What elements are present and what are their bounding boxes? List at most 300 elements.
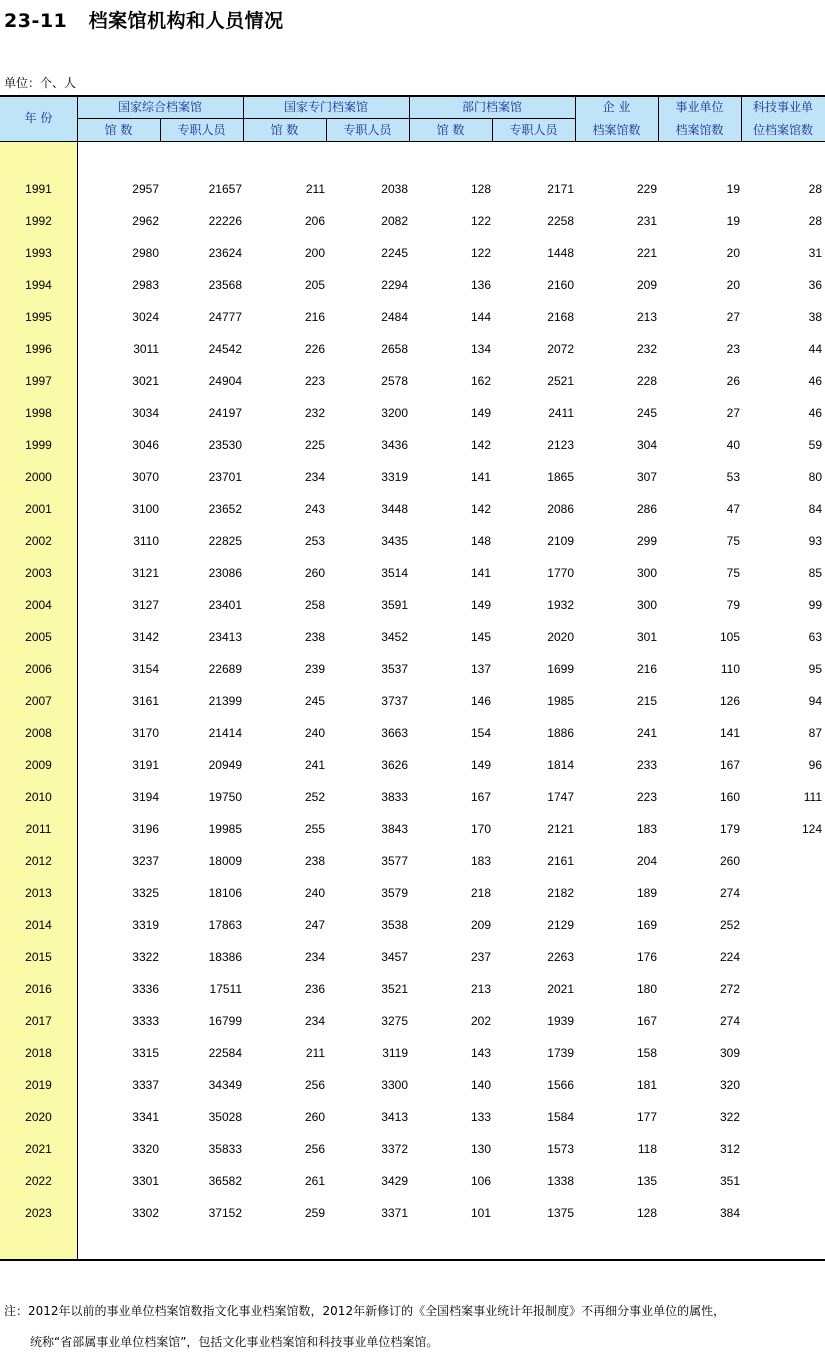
table-row [0, 558, 825, 590]
year-cell: 2003 [25, 566, 52, 580]
national-staff-cell: 24542 [208, 342, 242, 356]
national-staff-cell: 23701 [208, 470, 242, 484]
enterprise-count-cell: 135 [636, 1174, 657, 1188]
enterprise-count-cell: 304 [636, 438, 657, 452]
header-national-group: 国家综合档案馆 [117, 100, 202, 114]
national-staff-cell: 34349 [208, 1078, 242, 1092]
special-staff-cell: 3300 [381, 1078, 408, 1092]
year-cell: 1991 [25, 182, 52, 196]
national-count-cell: 3011 [133, 342, 159, 356]
dept-staff-cell: 1814 [547, 758, 574, 772]
national-staff-cell: 37152 [208, 1206, 242, 1220]
table-row [0, 622, 825, 654]
national-count-cell: 3196 [132, 822, 159, 836]
special-count-cell: 256 [304, 1142, 325, 1156]
enterprise-count-cell: 228 [636, 374, 657, 388]
institution-count-cell: 47 [726, 502, 740, 516]
special-count-cell: 205 [304, 278, 325, 292]
dept-count-cell: 237 [470, 950, 491, 964]
national-count-cell: 3337 [132, 1078, 159, 1092]
page-title: 23-11 档案馆机构和人员情况 [4, 10, 284, 32]
national-staff-cell: 18009 [208, 854, 242, 868]
national-count-cell: 2980 [132, 246, 159, 260]
special-staff-cell: 3275 [381, 1014, 408, 1028]
enterprise-count-cell: 204 [636, 854, 657, 868]
table-row [0, 366, 825, 398]
special-staff-cell: 3371 [381, 1206, 408, 1220]
institution-count-cell: 27 [726, 310, 740, 324]
tech-count-cell: 94 [808, 694, 822, 708]
institution-count-cell: 75 [726, 566, 740, 580]
enterprise-count-cell: 299 [636, 534, 657, 548]
national-staff-cell: 22689 [208, 662, 242, 676]
national-staff-cell: 35833 [208, 1142, 242, 1156]
enterprise-count-cell: 300 [636, 598, 657, 612]
institution-count-cell: 126 [719, 694, 740, 708]
year-cell: 2022 [25, 1174, 52, 1188]
tech-count-cell: 38 [808, 310, 822, 324]
dept-staff-cell: 1747 [547, 790, 574, 804]
enterprise-count-cell: 213 [636, 310, 657, 324]
dept-staff-cell: 1939 [547, 1014, 574, 1028]
dept-staff-cell: 2521 [547, 374, 574, 388]
institution-count-cell: 40 [726, 438, 740, 452]
enterprise-count-cell: 176 [636, 950, 657, 964]
institution-count-cell: 252 [719, 918, 740, 932]
header-year: 年 份 [24, 111, 53, 125]
tech-count-cell: 46 [808, 374, 822, 388]
year-cell: 1999 [25, 438, 52, 452]
special-count-cell: 256 [304, 1078, 325, 1092]
table-row [0, 1166, 825, 1198]
special-count-cell: 255 [304, 822, 325, 836]
table-row [0, 1198, 825, 1230]
enterprise-count-cell: 286 [636, 502, 657, 516]
enterprise-count-cell: 232 [636, 342, 657, 356]
tech-count-cell: 84 [808, 502, 822, 516]
dept-count-cell: 218 [470, 886, 491, 900]
special-staff-cell: 2578 [381, 374, 408, 388]
institution-count-cell: 312 [719, 1142, 740, 1156]
national-count-cell: 3070 [132, 470, 159, 484]
header-sub-staff: 专职人员 [343, 123, 392, 137]
national-staff-cell: 24197 [208, 406, 242, 420]
institution-count-cell: 322 [719, 1110, 740, 1124]
dept-staff-cell: 2109 [547, 534, 574, 548]
national-staff-cell: 19750 [208, 790, 242, 804]
table-row [0, 878, 825, 910]
national-count-cell: 3121 [132, 566, 159, 580]
special-count-cell: 216 [304, 310, 325, 324]
year-cell: 2013 [25, 886, 52, 900]
table-row [0, 910, 825, 942]
table-row [0, 462, 825, 494]
header-sub-count: 馆 数 [270, 123, 299, 137]
national-count-cell: 3161 [132, 694, 159, 708]
dept-staff-cell: 2263 [547, 950, 574, 964]
table-bottom-rule [0, 1259, 825, 1261]
dept-staff-cell: 1770 [547, 566, 574, 580]
national-count-cell: 3170 [132, 726, 159, 740]
enterprise-count-cell: 300 [636, 566, 657, 580]
national-count-cell: 3322 [132, 950, 159, 964]
header-institution-line2: 档案馆数 [675, 123, 724, 137]
national-staff-cell: 21414 [208, 726, 242, 740]
table-row [0, 302, 825, 334]
tech-count-cell: 63 [808, 630, 822, 644]
tech-count-cell: 80 [808, 470, 822, 484]
national-staff-cell: 23652 [208, 502, 242, 516]
dept-count-cell: 136 [470, 278, 491, 292]
header-sub-staff: 专职人员 [509, 123, 558, 137]
institution-count-cell: 272 [719, 982, 740, 996]
table-row [0, 942, 825, 974]
dept-staff-cell: 1699 [547, 662, 574, 676]
year-cell: 2017 [25, 1014, 52, 1028]
table-row [0, 750, 825, 782]
tech-count-cell: 44 [808, 342, 822, 356]
special-staff-cell: 3372 [381, 1142, 408, 1156]
national-count-cell: 3320 [132, 1142, 159, 1156]
special-count-cell: 234 [304, 1014, 325, 1028]
national-count-cell: 3142 [132, 630, 159, 644]
national-staff-cell: 21657 [208, 182, 242, 196]
tech-count-cell: 31 [808, 246, 822, 260]
institution-count-cell: 79 [726, 598, 740, 612]
institution-count-cell: 110 [720, 662, 740, 676]
table-row [0, 782, 825, 814]
enterprise-count-cell: 209 [636, 278, 657, 292]
dept-count-cell: 134 [470, 342, 491, 356]
year-cell: 1993 [25, 246, 52, 260]
institution-count-cell: 105 [719, 630, 740, 644]
tech-count-cell: 85 [808, 566, 822, 580]
dept-staff-cell: 1886 [547, 726, 574, 740]
national-staff-cell: 23413 [208, 630, 242, 644]
special-count-cell: 223 [304, 374, 325, 388]
national-staff-cell: 24777 [208, 310, 242, 324]
national-staff-cell: 18386 [208, 950, 242, 964]
national-count-cell: 2983 [132, 278, 159, 292]
special-count-cell: 239 [304, 662, 325, 676]
enterprise-count-cell: 216 [636, 662, 657, 676]
national-count-cell: 3127 [132, 598, 159, 612]
enterprise-count-cell: 189 [636, 886, 657, 900]
dept-count-cell: 149 [470, 758, 491, 772]
header-tech-line1: 科技事业单 [752, 100, 813, 114]
special-count-cell: 200 [304, 246, 325, 260]
national-count-cell: 3302 [132, 1206, 159, 1220]
dept-count-cell: 101 [470, 1206, 491, 1220]
enterprise-count-cell: 215 [636, 694, 657, 708]
year-cell: 2015 [25, 950, 52, 964]
national-staff-cell: 23086 [208, 566, 242, 580]
table-row [0, 206, 825, 238]
dept-staff-cell: 2171 [547, 182, 574, 196]
enterprise-count-cell: 233 [636, 758, 657, 772]
national-count-cell: 3024 [132, 310, 159, 324]
dept-staff-cell: 2258 [547, 214, 574, 228]
enterprise-count-cell: 307 [636, 470, 657, 484]
enterprise-count-cell: 181 [636, 1078, 657, 1092]
table-row [0, 1102, 825, 1134]
special-count-cell: 259 [304, 1206, 325, 1220]
dept-staff-cell: 2086 [547, 502, 574, 516]
dept-staff-cell: 2129 [547, 918, 574, 932]
national-staff-cell: 19985 [208, 822, 242, 836]
tech-count-cell: 28 [808, 214, 822, 228]
year-cell: 2018 [25, 1046, 52, 1060]
header-bottom-rule [0, 141, 825, 142]
special-count-cell: 238 [304, 630, 325, 644]
national-staff-cell: 35028 [208, 1110, 242, 1124]
tech-count-cell: 36 [808, 278, 822, 292]
year-cell: 2006 [25, 662, 52, 676]
special-staff-cell: 3435 [381, 534, 408, 548]
dept-count-cell: 141 [470, 470, 491, 484]
dept-count-cell: 122 [470, 214, 491, 228]
special-staff-cell: 2484 [381, 310, 408, 324]
dept-count-cell: 145 [470, 630, 491, 644]
dept-count-cell: 130 [470, 1142, 491, 1156]
special-staff-cell: 3448 [381, 502, 408, 516]
national-count-cell: 3034 [132, 406, 159, 420]
tech-count-cell: 28 [808, 182, 822, 196]
table-row [0, 1134, 825, 1166]
enterprise-count-cell: 169 [636, 918, 657, 932]
special-staff-cell: 3413 [381, 1110, 408, 1124]
special-count-cell: 226 [304, 342, 325, 356]
dept-count-cell: 167 [470, 790, 491, 804]
dept-staff-cell: 2168 [547, 310, 574, 324]
year-cell: 2019 [25, 1078, 52, 1092]
header-enterprise-line2: 档案馆数 [592, 123, 641, 137]
dept-count-cell: 137 [470, 662, 491, 676]
header-special-group: 国家专门档案馆 [283, 100, 368, 114]
institution-count-cell: 75 [726, 534, 740, 548]
dept-count-cell: 162 [470, 374, 491, 388]
dept-staff-cell: 1584 [547, 1110, 574, 1124]
enterprise-count-cell: 128 [636, 1206, 657, 1220]
institution-count-cell: 141 [719, 726, 740, 740]
special-count-cell: 243 [304, 502, 325, 516]
institution-count-cell: 19 [726, 214, 740, 228]
dept-staff-cell: 2020 [547, 630, 574, 644]
header-tech-line2: 位档案馆数 [752, 123, 813, 137]
year-cell: 2014 [25, 918, 52, 932]
year-cell: 2005 [25, 630, 52, 644]
dept-count-cell: 209 [470, 918, 491, 932]
national-count-cell: 3333 [132, 1014, 159, 1028]
special-count-cell: 253 [304, 534, 325, 548]
national-staff-cell: 36582 [208, 1174, 242, 1188]
national-count-cell: 3319 [132, 918, 159, 932]
national-count-cell: 3341 [132, 1110, 159, 1124]
special-staff-cell: 3119 [382, 1046, 408, 1060]
institution-count-cell: 26 [726, 374, 740, 388]
unit-label: 单位：个、人 [4, 76, 77, 90]
special-staff-cell: 2082 [381, 214, 408, 228]
special-staff-cell: 3577 [381, 854, 408, 868]
institution-count-cell: 274 [719, 886, 740, 900]
enterprise-count-cell: 167 [636, 1014, 657, 1028]
national-count-cell: 3046 [132, 438, 159, 452]
table-row [0, 590, 825, 622]
dept-count-cell: 141 [470, 566, 491, 580]
header-dept-group: 部门档案馆 [461, 100, 522, 114]
dept-count-cell: 122 [470, 246, 491, 260]
special-staff-cell: 3663 [381, 726, 408, 740]
dept-count-cell: 146 [470, 694, 491, 708]
enterprise-count-cell: 241 [636, 726, 657, 740]
national-count-cell: 3237 [132, 854, 159, 868]
special-count-cell: 258 [304, 598, 325, 612]
institution-count-cell: 351 [719, 1174, 740, 1188]
enterprise-count-cell: 229 [636, 182, 657, 196]
special-staff-cell: 3521 [381, 982, 408, 996]
tech-count-cell: 124 [801, 822, 822, 836]
table-row [0, 174, 825, 206]
dept-staff-cell: 2161 [547, 854, 574, 868]
table-row [0, 1070, 825, 1102]
national-count-cell: 3315 [132, 1046, 159, 1060]
dept-staff-cell: 2121 [547, 822, 574, 836]
year-cell: 2001 [25, 502, 52, 516]
special-staff-cell: 2245 [381, 246, 408, 260]
year-cell: 2011 [25, 822, 52, 836]
dept-count-cell: 154 [470, 726, 491, 740]
institution-count-cell: 224 [719, 950, 740, 964]
institution-count-cell: 27 [726, 406, 740, 420]
table-row [0, 686, 825, 718]
table-row [0, 814, 825, 846]
special-staff-cell: 3429 [381, 1174, 408, 1188]
special-staff-cell: 3452 [381, 630, 408, 644]
dept-staff-cell: 2021 [547, 982, 574, 996]
dept-count-cell: 149 [470, 406, 491, 420]
table-row [0, 334, 825, 366]
dept-staff-cell: 1573 [547, 1142, 574, 1156]
year-cell: 1996 [25, 342, 52, 356]
dept-count-cell: 213 [470, 982, 491, 996]
special-staff-cell: 3514 [381, 566, 408, 580]
dept-count-cell: 148 [470, 534, 491, 548]
table-row [0, 270, 825, 302]
enterprise-count-cell: 158 [636, 1046, 657, 1060]
special-count-cell: 240 [304, 726, 325, 740]
institution-count-cell: 20 [726, 246, 740, 260]
dept-staff-cell: 2123 [547, 438, 574, 452]
year-cell: 2010 [25, 790, 52, 804]
dept-staff-cell: 1932 [547, 598, 574, 612]
institution-count-cell: 274 [719, 1014, 740, 1028]
dept-staff-cell: 1865 [547, 470, 574, 484]
enterprise-count-cell: 183 [636, 822, 657, 836]
tech-count-cell: 46 [808, 406, 822, 420]
special-staff-cell: 3579 [381, 886, 408, 900]
institution-count-cell: 320 [719, 1078, 740, 1092]
table-row [0, 430, 825, 462]
special-count-cell: 232 [304, 406, 325, 420]
institution-count-cell: 309 [719, 1046, 740, 1060]
special-count-cell: 211 [305, 1046, 325, 1060]
special-staff-cell: 3457 [381, 950, 408, 964]
national-staff-cell: 21399 [208, 694, 242, 708]
special-count-cell: 211 [305, 182, 325, 196]
national-count-cell: 3100 [132, 502, 159, 516]
table-row [0, 238, 825, 270]
national-count-cell: 3301 [132, 1174, 159, 1188]
tech-count-cell: 111 [803, 790, 822, 804]
year-cell: 2012 [25, 854, 52, 868]
dept-count-cell: 202 [470, 1014, 491, 1028]
special-staff-cell: 2658 [381, 342, 408, 356]
special-count-cell: 238 [304, 854, 325, 868]
national-staff-cell: 22825 [208, 534, 242, 548]
special-count-cell: 234 [304, 950, 325, 964]
dept-count-cell: 142 [470, 502, 491, 516]
year-cell: 1998 [25, 406, 52, 420]
special-staff-cell: 3591 [381, 598, 408, 612]
dept-count-cell: 142 [470, 438, 491, 452]
institution-count-cell: 23 [726, 342, 740, 356]
special-count-cell: 260 [304, 566, 325, 580]
dept-count-cell: 183 [470, 854, 491, 868]
institution-count-cell: 167 [719, 758, 740, 772]
special-count-cell: 236 [304, 982, 325, 996]
national-count-cell: 3325 [132, 886, 159, 900]
dept-staff-cell: 2182 [547, 886, 574, 900]
dept-count-cell: 149 [470, 598, 491, 612]
dept-staff-cell: 1448 [547, 246, 574, 260]
dept-staff-cell: 1566 [547, 1078, 574, 1092]
table-row [0, 974, 825, 1006]
year-cell: 2020 [25, 1110, 52, 1124]
national-staff-cell: 16799 [208, 1014, 242, 1028]
year-cell: 2002 [25, 534, 52, 548]
institution-count-cell: 160 [719, 790, 740, 804]
national-staff-cell: 20949 [208, 758, 242, 772]
enterprise-count-cell: 118 [637, 1142, 657, 1156]
special-staff-cell: 2294 [381, 278, 408, 292]
enterprise-count-cell: 180 [636, 982, 657, 996]
institution-count-cell: 260 [719, 854, 740, 868]
dept-count-cell: 128 [470, 182, 491, 196]
enterprise-count-cell: 231 [636, 214, 657, 228]
special-staff-cell: 2038 [381, 182, 408, 196]
special-count-cell: 225 [304, 438, 325, 452]
national-staff-cell: 23624 [208, 246, 242, 260]
dept-staff-cell: 2411 [548, 406, 574, 420]
national-count-cell: 3021 [132, 374, 159, 388]
dept-staff-cell: 1739 [547, 1046, 574, 1060]
institution-count-cell: 384 [719, 1206, 740, 1220]
special-staff-cell: 3833 [381, 790, 408, 804]
year-cell: 1994 [25, 278, 52, 292]
national-count-cell: 3154 [132, 662, 159, 676]
special-count-cell: 241 [304, 758, 325, 772]
footnote-line-2: 统称“省部属事业单位档案馆”，包括文化事业档案馆和科技事业单位档案馆。 [30, 1335, 439, 1349]
special-count-cell: 260 [304, 1110, 325, 1124]
year-cell: 2016 [25, 982, 52, 996]
national-staff-cell: 23530 [208, 438, 242, 452]
special-count-cell: 252 [304, 790, 325, 804]
dept-count-cell: 140 [470, 1078, 491, 1092]
special-staff-cell: 3843 [381, 822, 408, 836]
national-staff-cell: 23401 [208, 598, 242, 612]
table-row [0, 1038, 825, 1070]
enterprise-count-cell: 223 [636, 790, 657, 804]
